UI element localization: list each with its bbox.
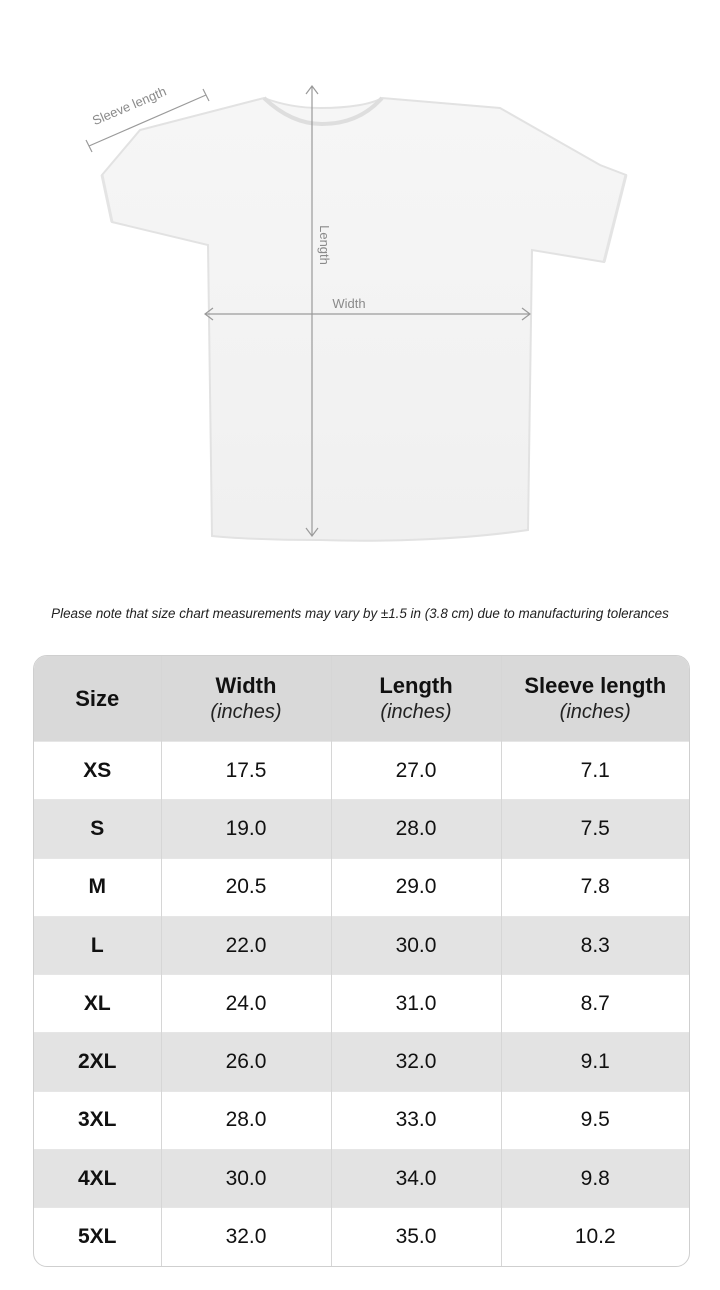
length-cell: 29.0	[331, 858, 501, 916]
length-cell: 27.0	[331, 742, 501, 800]
sleeve-length-label: Sleeve length	[90, 83, 169, 129]
size-cell: XS	[34, 742, 161, 800]
table-row	[34, 1208, 689, 1266]
width-cell: 17.5	[161, 742, 331, 800]
header-unit: (inches)	[210, 700, 282, 723]
table-header-row	[34, 656, 689, 742]
sleeve-cell: 7.5	[501, 800, 689, 858]
table-row	[34, 1150, 689, 1208]
length-cell: 32.0	[331, 1033, 501, 1091]
header-width	[161, 656, 331, 742]
sleeve-cell: 8.3	[501, 916, 689, 974]
sleeve-cell: 8.7	[501, 975, 689, 1033]
header-label: Width	[215, 672, 277, 698]
length-cell: 30.0	[331, 916, 501, 974]
header-sleeve-length	[501, 656, 689, 742]
table-row	[34, 742, 689, 800]
header-length	[331, 656, 501, 742]
size-cell: M	[34, 858, 161, 916]
header-unit: (inches)	[559, 700, 631, 723]
size-cell: 4XL	[34, 1150, 161, 1208]
sleeve-cell: 7.1	[501, 742, 689, 800]
sleeve-cell: 7.8	[501, 858, 689, 916]
width-cell: 26.0	[161, 1033, 331, 1091]
size-chart-table	[33, 655, 690, 1267]
width-cell: 24.0	[161, 975, 331, 1033]
header-label: Length	[379, 672, 453, 698]
sleeve-cell: 9.5	[501, 1091, 689, 1149]
table-row	[34, 1033, 689, 1091]
length-cell: 33.0	[331, 1091, 501, 1149]
size-cell: L	[34, 916, 161, 974]
table-row	[34, 916, 689, 974]
table-row	[34, 1091, 689, 1149]
width-cell: 20.5	[161, 858, 331, 916]
tshirt-illustration	[0, 0, 720, 590]
width-cell: 28.0	[161, 1091, 331, 1149]
length-cell: 28.0	[331, 800, 501, 858]
width-cell: 32.0	[161, 1208, 331, 1266]
size-cell: 2XL	[34, 1033, 161, 1091]
header-unit: (inches)	[380, 700, 452, 723]
header-label: Sleeve length	[524, 672, 667, 698]
length-cell: 35.0	[331, 1208, 501, 1266]
table-row	[34, 800, 689, 858]
header-label: Size	[75, 685, 120, 711]
tolerance-note: Please note that size chart measurements may vary by ±1.5 in (3.8 cm) due to manufacturing tolerances	[51, 606, 669, 621]
size-cell: 5XL	[34, 1208, 161, 1266]
sleeve-cell: 9.1	[501, 1033, 689, 1091]
width-label: Width	[332, 296, 366, 311]
size-cell: 3XL	[34, 1091, 161, 1149]
table-row	[34, 975, 689, 1033]
sleeve-cell: 9.8	[501, 1150, 689, 1208]
width-cell: 22.0	[161, 916, 331, 974]
header-size	[34, 656, 161, 742]
length-cell: 34.0	[331, 1150, 501, 1208]
sleeve-cell: 10.2	[501, 1208, 689, 1266]
tshirt-shape	[102, 98, 626, 541]
width-cell: 30.0	[161, 1150, 331, 1208]
size-cell: XL	[34, 975, 161, 1033]
table-row	[34, 858, 689, 916]
size-cell: S	[34, 800, 161, 858]
width-cell: 19.0	[161, 800, 331, 858]
length-label: Length	[317, 225, 332, 265]
length-cell: 31.0	[331, 975, 501, 1033]
